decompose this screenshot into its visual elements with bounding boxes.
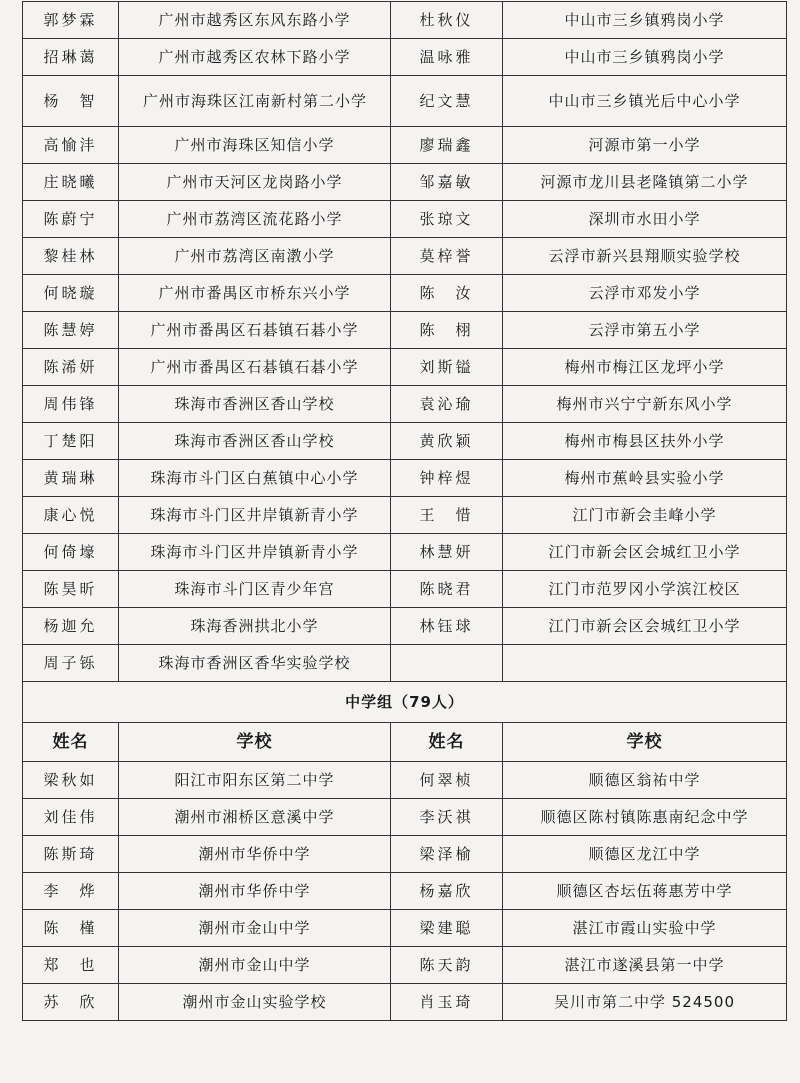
student-name-right: 肖玉琦 [391,984,503,1021]
school-right: 顺德区陈村镇陈惠南纪念中学 [503,799,787,836]
table-row [23,164,787,201]
section-title-row [23,682,787,723]
school-right: 江门市新会区会城红卫小学 [503,534,787,571]
school-right: 梅州市兴宁宁新东风小学 [503,386,787,423]
school-left: 珠海市斗门区青少年宫 [119,571,391,608]
school-left: 广州市天河区龙岗路小学 [119,164,391,201]
student-name-left: 陈昊昕 [23,571,119,608]
primary-group-rows [23,2,787,682]
school-right: 深圳市水田小学 [503,201,787,238]
school-left: 潮州市金山实验学校 [119,984,391,1021]
school-right: 河源市第一小学 [503,127,787,164]
school-right: 梅州市蕉岭县实验小学 [503,460,787,497]
school-left: 广州市荔湾区流花路小学 [119,201,391,238]
student-name-right: 邹嘉敏 [391,164,503,201]
student-name-right: 林钰球 [391,608,503,645]
student-name-right: 廖瑞鑫 [391,127,503,164]
table-row [23,127,787,164]
school-right: 云浮市新兴县翔顺实验学校 [503,238,787,275]
school-right: 湛江市遂溪县第一中学 [503,947,787,984]
student-name-right: 杨嘉欣 [391,873,503,910]
school-right: 顺德区翁祐中学 [503,762,787,799]
school-left: 珠海市香洲区香华实验学校 [119,645,391,682]
table-row [23,534,787,571]
table-row [23,349,787,386]
middle-group-rows [23,762,787,1021]
school-left: 阳江市阳东区第二中学 [119,762,391,799]
student-name-left: 黄瑞琳 [23,460,119,497]
student-name-left: 庄晓曦 [23,164,119,201]
middle-group-section [23,682,787,762]
student-name-left: 杨 智 [23,76,119,127]
student-name-right: 刘斯镒 [391,349,503,386]
table-row [23,201,787,238]
student-name-left: 杨迦允 [23,608,119,645]
student-name-right [391,645,503,682]
school-right: 梅州市梅江区龙坪小学 [503,349,787,386]
student-name-right: 何翠桢 [391,762,503,799]
school-left: 潮州市华侨中学 [119,836,391,873]
student-name-right: 王 惜 [391,497,503,534]
school-left: 珠海市斗门区井岸镇新青小学 [119,534,391,571]
school-left: 广州市番禺区石碁镇石碁小学 [119,349,391,386]
school-right: 云浮市邓发小学 [503,275,787,312]
school-left: 潮州市金山中学 [119,947,391,984]
school-left: 广州市越秀区东风东路小学 [119,2,391,39]
student-name-left: 何倚壕 [23,534,119,571]
table-row [23,275,787,312]
table-row [23,910,787,947]
student-name-left: 康心悦 [23,497,119,534]
school-right: 吴川市第二中学 524500 [503,984,787,1021]
student-name-left: 黎桂林 [23,238,119,275]
school-right: 湛江市霞山实验中学 [503,910,787,947]
student-name-right: 黄欣颖 [391,423,503,460]
award-roster-table [22,1,787,1021]
student-name-left: 郭梦霖 [23,2,119,39]
school-left: 广州市番禺区市桥东兴小学 [119,275,391,312]
student-name-left: 丁楚阳 [23,423,119,460]
school-right [503,645,787,682]
student-name-right: 温咏雅 [391,39,503,76]
header-school-right: 学校 [503,723,787,762]
student-name-right: 袁沁瑜 [391,386,503,423]
table-row [23,799,787,836]
student-name-left: 陈斯琦 [23,836,119,873]
school-left: 广州市海珠区知信小学 [119,127,391,164]
student-name-right: 陈 栩 [391,312,503,349]
table-row [23,423,787,460]
school-right: 河源市龙川县老隆镇第二小学 [503,164,787,201]
table-row [23,571,787,608]
school-right: 梅州市梅县区扶外小学 [503,423,787,460]
column-header-row [23,723,787,762]
table-row [23,984,787,1021]
student-name-right: 纪文慧 [391,76,503,127]
table-row [23,645,787,682]
table-row [23,762,787,799]
school-left: 广州市海珠区江南新村第二小学 [119,76,391,127]
school-right: 中山市三乡镇鸦岗小学 [503,39,787,76]
school-right: 顺德区杏坛伍蒋惠芳中学 [503,873,787,910]
school-left: 广州市番禺区石碁镇石碁小学 [119,312,391,349]
student-name-right: 钟梓煜 [391,460,503,497]
student-name-right: 陈 汝 [391,275,503,312]
student-name-left: 陈蔚宁 [23,201,119,238]
school-left: 珠海市斗门区白蕉镇中心小学 [119,460,391,497]
school-left: 珠海市香洲区香山学校 [119,423,391,460]
student-name-left: 周伟锋 [23,386,119,423]
school-left: 广州市越秀区农林下路小学 [119,39,391,76]
table-row [23,460,787,497]
student-name-right: 梁泽榆 [391,836,503,873]
student-name-left: 李 烨 [23,873,119,910]
school-right: 江门市新会区会城红卫小学 [503,608,787,645]
school-left: 广州市荔湾区南漖小学 [119,238,391,275]
student-name-left: 周子铄 [23,645,119,682]
school-right: 江门市范罗冈小学滨江校区 [503,571,787,608]
section-title: 中学组（79人） [23,682,787,723]
school-left: 珠海市香洲区香山学校 [119,386,391,423]
student-name-right: 李沃祺 [391,799,503,836]
school-right: 江门市新会圭峰小学 [503,497,787,534]
header-name-right: 姓名 [391,723,503,762]
student-name-left: 何晓璇 [23,275,119,312]
table-row [23,386,787,423]
student-name-right: 梁建聪 [391,910,503,947]
school-right: 云浮市第五小学 [503,312,787,349]
header-school-left: 学校 [119,723,391,762]
school-right: 中山市三乡镇光后中心小学 [503,76,787,127]
school-left: 潮州市华侨中学 [119,873,391,910]
student-name-right: 张琼文 [391,201,503,238]
student-name-right: 陈晓君 [391,571,503,608]
table-row [23,836,787,873]
student-name-left: 招琳蔼 [23,39,119,76]
student-name-left: 陈 槿 [23,910,119,947]
table-row [23,947,787,984]
school-left: 珠海市斗门区井岸镇新青小学 [119,497,391,534]
table-row [23,873,787,910]
table-row [23,2,787,39]
student-name-left: 郑 也 [23,947,119,984]
student-name-left: 陈慧婷 [23,312,119,349]
student-name-left: 苏 欣 [23,984,119,1021]
school-right: 中山市三乡镇鸦岗小学 [503,2,787,39]
table-row [23,497,787,534]
header-name-left: 姓名 [23,723,119,762]
school-right: 顺德区龙江中学 [503,836,787,873]
student-name-right: 杜秋仪 [391,2,503,39]
student-name-left: 梁秋如 [23,762,119,799]
table-row [23,238,787,275]
school-left: 潮州市湘桥区意溪中学 [119,799,391,836]
student-name-right: 林慧妍 [391,534,503,571]
table-row [23,39,787,76]
school-left: 珠海香洲拱北小学 [119,608,391,645]
table-row [23,608,787,645]
student-name-left: 陈浠妍 [23,349,119,386]
student-name-right: 莫梓誉 [391,238,503,275]
table-row [23,312,787,349]
table-row [23,76,787,127]
student-name-left: 高愉沣 [23,127,119,164]
student-name-left: 刘佳伟 [23,799,119,836]
school-left: 潮州市金山中学 [119,910,391,947]
student-name-right: 陈天韵 [391,947,503,984]
